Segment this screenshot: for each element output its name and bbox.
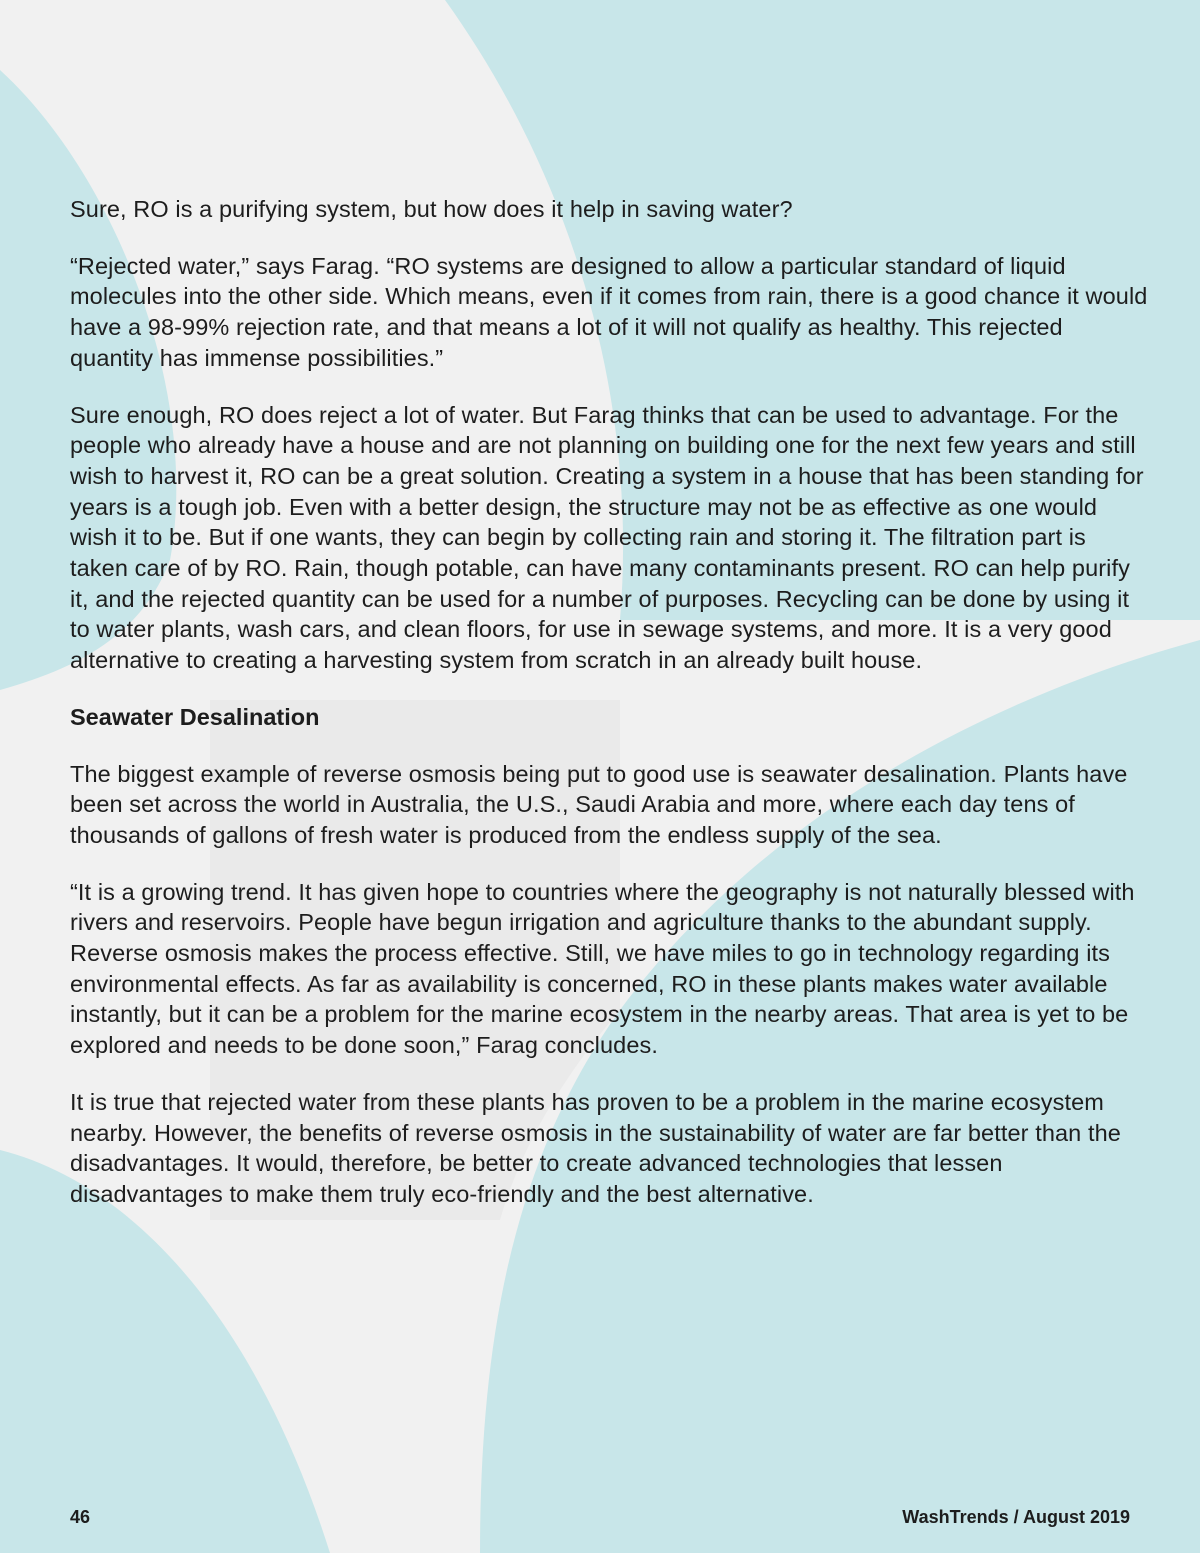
paragraph-3: Sure enough, RO does reject a lot of water. But Farag thinks that can be used to advantage. For the people who already have a house and are not planning on building one for the next few years and still wish to harvest it, RO can be a great solution. Creating a system in a house that has been standing for years is a tough job. Even with a better design, the structure may not be as effective as one would wish it to be. But if one wants, they can begin by collecting rain and storing it. The filtration part is taken care of by RO. Rain, though potable, can have many contaminants present. RO can help purify it, and the rejected quantity can be used for a number of purposes. Recycling can be done by using it to water plants, wash cars, and clean floors, for use in sewage systems, and more. It is a very good alternative to creating a harvesting system from scratch in an already built house. — [70, 401, 1144, 674]
paragraph-5: “It is a growing trend. It has given hope to countries where the geography is not naturally blessed with rivers and reservoirs. People have begun irrigation and agriculture thanks to the abundant supply. Reverse osmosis makes the process effective. Still, we have miles to go in technology regarding its environmental effects. As far as availability is concerned, RO in these plants makes water available instantly, but it can be a problem for the marine ecosystem in the nearby areas. That area is yet to be explored and needs to be done soon,” Farag concludes. — [70, 878, 1135, 1059]
paragraph-1: Sure, RO is a purifying system, but how does it help in saving water? — [70, 196, 793, 222]
article-body — [70, 194, 1150, 1236]
paragraph-6: It is true that rejected water from these plants has proven to be a problem in the marine ecosystem nearby. However, the benefits of reverse osmosis in the sustainability of water are far better than the disadvantages. It would, therefore, be better to create advanced technologies that lessen disadvantages to make them truly eco-friendly and the best alternative. — [70, 1088, 1121, 1207]
section-heading: Seawater Desalination — [70, 703, 320, 730]
paragraph-2: “Rejected water,” says Farag. “RO systems are designed to allow a particular standard of liquid molecules into the other side. Which means, even if it comes from rain, there is a good chance it would have a 98-99% rejection rate, and that means a lot of it will not qualify as healthy. This rejected quantity has immense possibilities.” — [70, 252, 1148, 371]
publication-info: WashTrends / August 2019 — [902, 1507, 1130, 1527]
page-number: 46 — [70, 1507, 91, 1527]
paragraph-4: The biggest example of reverse osmosis being put to good use is seawater desalination. Plants have been set across the world in Australia, the U.S., Saudi Arabia and more, where each day tens of thousands of gallons of fresh water is produced from the endless supply of the sea. — [70, 760, 1128, 848]
